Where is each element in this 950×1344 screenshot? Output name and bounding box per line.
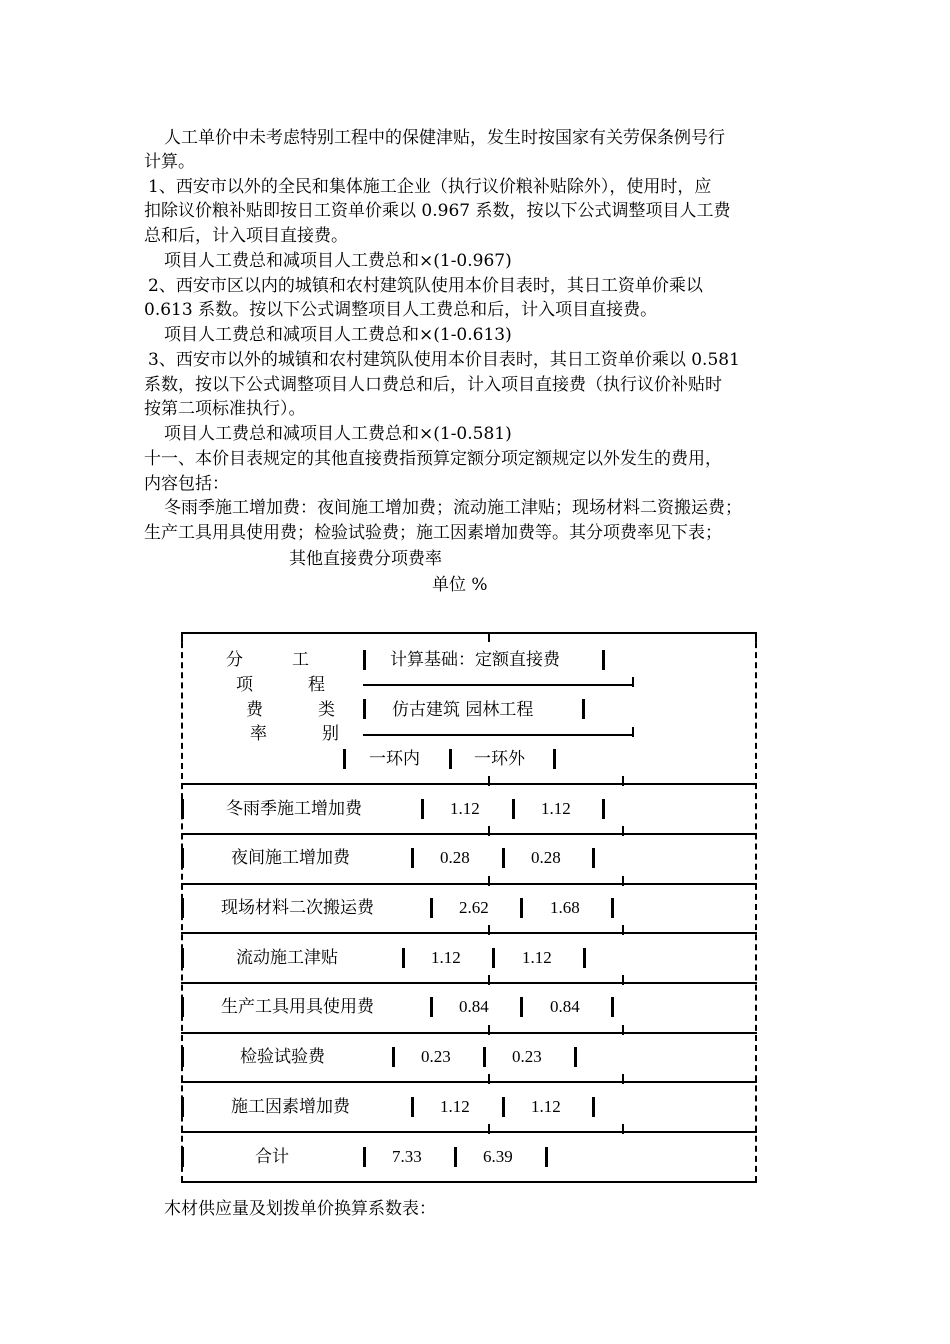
row-separator	[545, 1147, 548, 1167]
header-separator	[582, 699, 585, 719]
header-inner-ring: 一环内	[369, 749, 420, 769]
table-tick	[488, 632, 490, 642]
table-unit: 单位 %	[432, 575, 488, 595]
table-tick	[622, 1025, 624, 1035]
row-left-bar	[181, 997, 184, 1017]
row-separator	[411, 1097, 414, 1117]
row-separator	[502, 1097, 505, 1117]
table-tick	[488, 925, 490, 935]
row-outer-value: 0.84	[550, 997, 580, 1016]
row-separator	[592, 1097, 595, 1117]
row-inner-value: 0.84	[459, 997, 489, 1016]
table-tick	[488, 975, 490, 985]
table-row-rule	[181, 1131, 757, 1133]
table-tick	[488, 776, 490, 786]
table-header-rule-1	[363, 684, 633, 686]
row-separator	[583, 948, 586, 968]
header-separator	[343, 749, 346, 769]
header-category: 仿古建筑 园林工程	[392, 700, 534, 720]
row-outer-value: 6.39	[483, 1147, 513, 1166]
header-label-fen: 分	[226, 650, 243, 670]
row-name: 生产工具用具使用费	[221, 997, 374, 1017]
header-label-lv: 率	[250, 724, 267, 744]
table-tick	[488, 826, 490, 836]
table-tick	[622, 925, 624, 935]
row-separator	[421, 799, 424, 819]
table-tick	[622, 1124, 624, 1134]
table-tick	[622, 826, 624, 836]
formula-2: 项目人工费总和减项目人工费总和×(1-0.613)	[164, 325, 512, 345]
header-outer-ring: 一环外	[474, 749, 525, 769]
table-tick	[488, 1124, 490, 1134]
row-left-bar	[181, 948, 184, 968]
row-inner-value: 0.23	[421, 1047, 451, 1066]
row-outer-value: 1.68	[550, 898, 580, 917]
row-inner-value: 1.12	[431, 948, 461, 967]
table-row-rule	[181, 932, 757, 934]
table-right-border	[755, 632, 757, 1182]
table-tick	[488, 876, 490, 886]
row-separator	[430, 997, 433, 1017]
table-tick	[632, 727, 634, 737]
row-left-bar	[181, 1147, 184, 1167]
row-left-bar	[181, 898, 184, 918]
row-name: 流动施工津贴	[236, 948, 338, 968]
header-separator	[553, 749, 556, 769]
row-inner-value: 1.12	[440, 1097, 470, 1116]
row-inner-value: 1.12	[450, 799, 480, 818]
table-row-rule	[181, 1081, 757, 1083]
table-row-rule	[181, 833, 757, 835]
header-separator	[449, 749, 452, 769]
formula-3: 项目人工费总和减项目人工费总和×(1-0.581)	[164, 424, 512, 444]
row-name-total: 合计	[255, 1147, 289, 1167]
row-inner-value: 0.28	[440, 848, 470, 867]
row-left-bar	[181, 848, 184, 868]
row-name: 检验试验费	[240, 1047, 325, 1067]
header-label-bie: 别	[322, 724, 339, 744]
row-separator	[483, 1047, 486, 1067]
paragraph-item-3-end: 按第二项标准执行）。	[144, 399, 306, 419]
paragraph-section-11: 十一、本价目表规定的其他直接费指预算定额分项定额规定以外发生的费用，	[144, 449, 722, 469]
row-outer-value: 1.12	[522, 948, 552, 967]
table-tick	[488, 1025, 490, 1035]
paragraph-item-3: 3、西安市以外的城镇和农村建筑队使用本价目表时，其日工资单价乘以 0.581	[148, 350, 740, 370]
table-bottom-rule	[181, 1181, 757, 1183]
table-top-rule	[181, 632, 757, 634]
row-separator	[592, 848, 595, 868]
row-separator	[402, 948, 405, 968]
row-left-bar	[181, 1097, 184, 1117]
row-separator	[611, 898, 614, 918]
paragraph-item-1-end: 总和后，计入项目直接费。	[144, 226, 348, 246]
header-label-cheng: 程	[308, 675, 325, 695]
row-separator	[520, 997, 523, 1017]
row-inner-value: 7.33	[392, 1147, 422, 1166]
row-separator	[430, 898, 433, 918]
row-left-bar	[181, 799, 184, 819]
header-separator	[363, 699, 366, 719]
row-name: 冬雨季施工增加费	[226, 799, 362, 819]
row-outer-value: 1.12	[541, 799, 571, 818]
row-name: 现场材料二次搬运费	[221, 898, 374, 918]
row-separator	[574, 1047, 577, 1067]
row-inner-value: 2.62	[459, 898, 489, 917]
paragraph-item-1-cont: 扣除议价粮补贴即按日工资单价乘以 0.967 系数，按以下公式调整项目人工费	[144, 201, 731, 221]
row-name: 夜间施工增加费	[231, 848, 350, 868]
table-tick	[622, 876, 624, 886]
table-tick	[622, 1074, 624, 1084]
paragraph-cost-list-cont: 生产工具用具使用费；检验试验费；施工因素增加费等。其分项费率见下表；	[144, 523, 722, 543]
paragraph-labor-price: 人工单价中未考虑特别工程中的保健津贴，发生时按国家有关劳保条例号行	[164, 128, 725, 148]
row-name: 施工因素增加费	[231, 1097, 350, 1117]
row-separator	[512, 799, 515, 819]
row-outer-value: 0.23	[512, 1047, 542, 1066]
table-row-rule	[181, 1032, 757, 1034]
row-separator	[502, 848, 505, 868]
paragraph-section-11-cont: 内容包括：	[144, 474, 229, 494]
header-label-xiang: 项	[236, 675, 253, 695]
row-separator	[492, 948, 495, 968]
table-row-rule	[181, 783, 757, 785]
header-separator	[602, 650, 605, 670]
row-separator	[602, 799, 605, 819]
next-table-caption: 木材供应量及划拨单价换算系数表：	[164, 1199, 436, 1219]
table-title: 其他直接费分项费率	[289, 549, 442, 569]
row-separator	[392, 1047, 395, 1067]
row-outer-value: 1.12	[531, 1097, 561, 1116]
table-tick	[622, 776, 624, 786]
formula-1: 项目人工费总和减项目人工费总和×(1-0.967)	[164, 251, 512, 271]
table-tick	[181, 632, 183, 642]
paragraph-labor-price-cont: 计算。	[144, 152, 195, 172]
row-separator	[520, 898, 523, 918]
header-label-gong: 工	[292, 650, 309, 670]
paragraph-item-2: 2、西安市区以内的城镇和农村建筑队使用本价目表时，其日工资单价乘以	[148, 276, 703, 296]
row-outer-value: 0.28	[531, 848, 561, 867]
table-tick	[632, 677, 634, 687]
header-basis: 计算基础：定额直接费	[390, 650, 560, 670]
table-tick	[622, 975, 624, 985]
table-tick	[755, 632, 757, 642]
row-left-bar	[181, 1047, 184, 1067]
paragraph-item-1: 1、西安市以外的全民和集体施工企业（执行议价粮补贴除外），使用时，应	[148, 177, 712, 197]
row-separator	[611, 997, 614, 1017]
paragraph-item-3-cont: 系数，按以下公式调整项目人口费总和后，计入项目直接费（执行议价补贴时	[144, 375, 722, 395]
paragraph-item-2-cont: 0.613 系数。按以下公式调整项目人工费总和后，计入项目直接费。	[144, 300, 658, 320]
paragraph-cost-list: 冬雨季施工增加费：夜间施工增加费；流动施工津贴；现场材料二资搬运费；	[164, 498, 742, 518]
header-separator	[363, 650, 366, 670]
row-separator	[454, 1147, 457, 1167]
table-row-rule	[181, 883, 757, 885]
row-separator	[411, 848, 414, 868]
table-tick	[488, 1074, 490, 1084]
header-label-lei: 类	[318, 700, 335, 720]
table-row-rule	[181, 982, 757, 984]
table-header-rule-2	[363, 734, 633, 736]
row-separator	[363, 1147, 366, 1167]
header-label-fei: 费	[246, 700, 263, 720]
